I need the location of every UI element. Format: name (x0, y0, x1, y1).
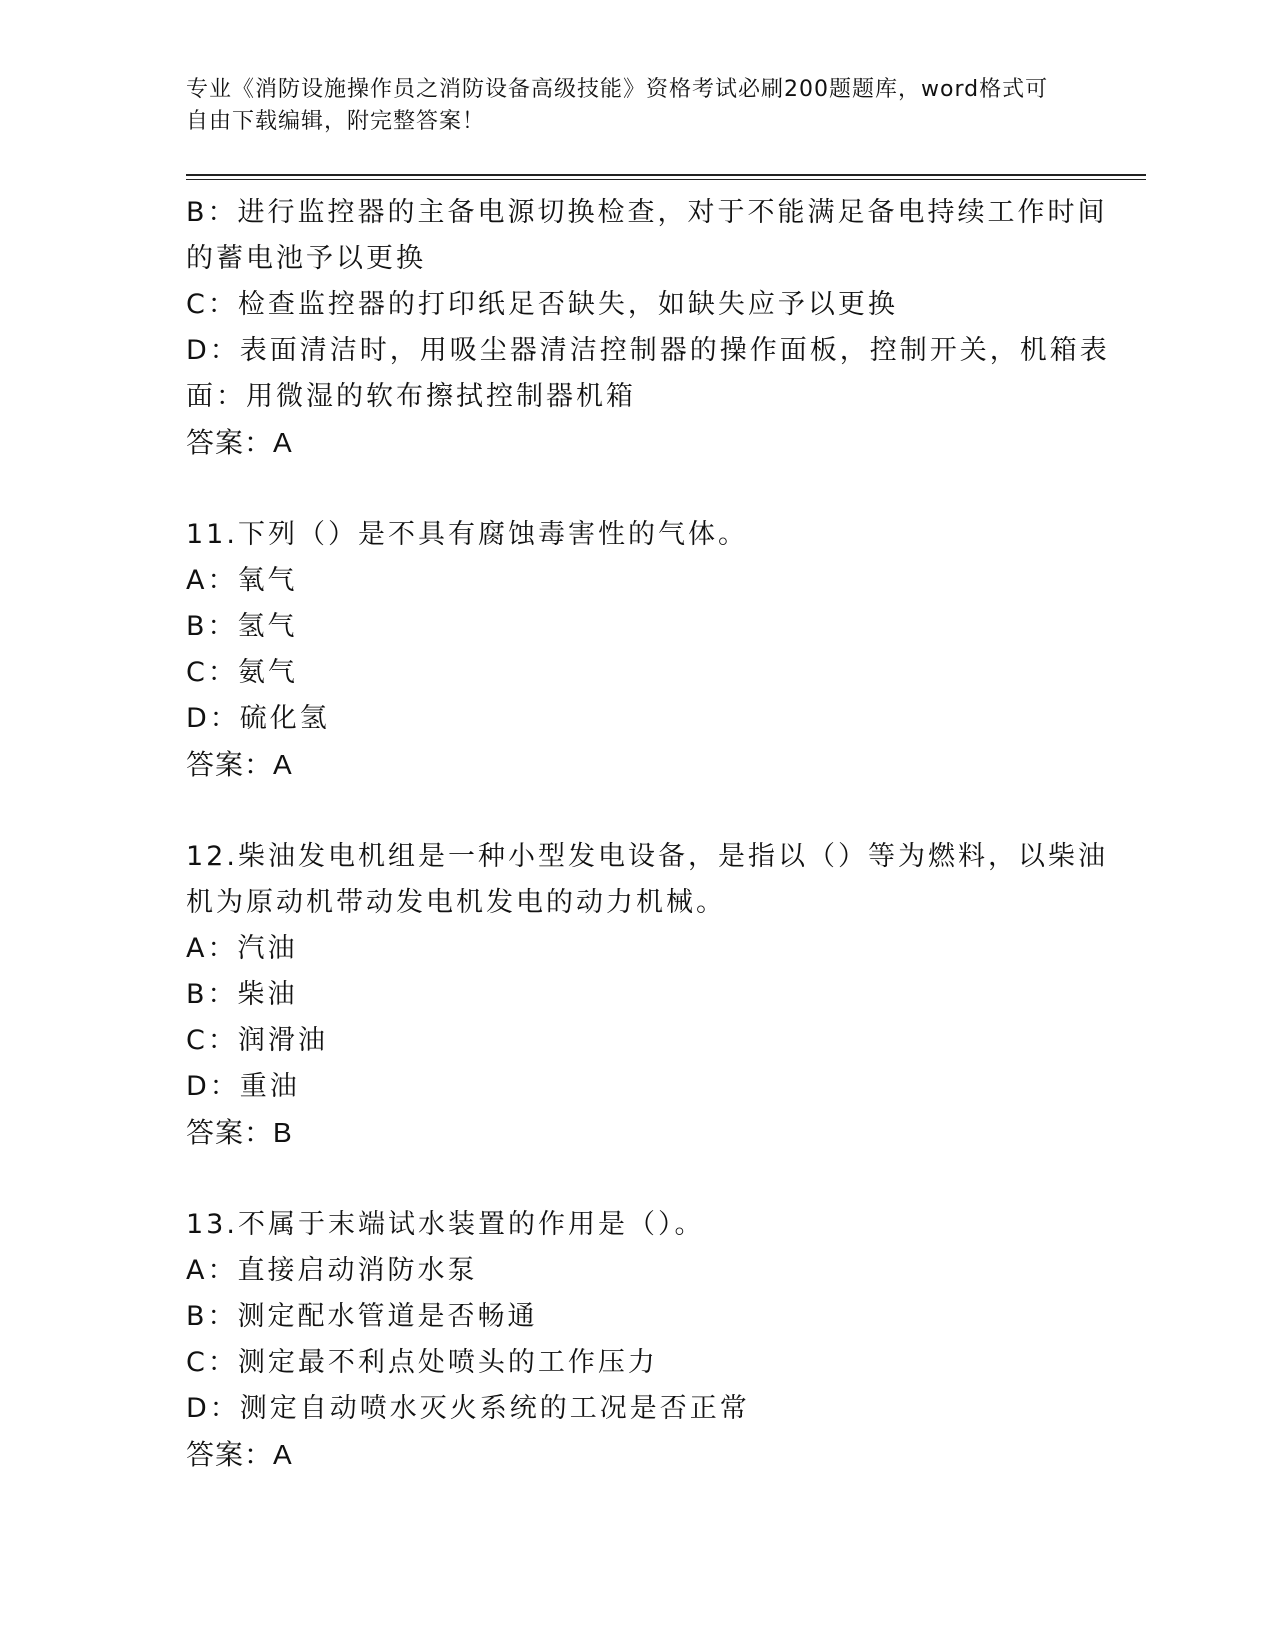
answer-q10: 答案：A (186, 427, 293, 458)
question-12-stem-line-1: 12.柴油发电机组是一种小型发电设备，是指以（）等为燃料，以柴油 (186, 841, 1108, 872)
question-11-option-a: A：氧气 (186, 565, 298, 596)
question-13-stem: 13.不属于末端试水装置的作用是（）。 (186, 1209, 705, 1240)
option-c: C：检查监控器的打印纸足否缺失，如缺失应予以更换 (186, 289, 898, 320)
spacer (186, 788, 1076, 834)
question-12-option-a: A：汽油 (186, 933, 298, 964)
option-b-line-1: B：进行监控器的主备电源切换检查，对于不能满足备电持续工作时间 (186, 197, 1108, 228)
question-13-option-d: D：测定自动喷水灭火系统的工况是否正常 (186, 1393, 750, 1424)
option-d-line-2: 面：用微湿的软布擦拭控制器机箱 (186, 381, 636, 412)
document-header: 专业《消防设施操作员之消防设备高级技能》资格考试必刷200题题库，word格式可自由下载编辑，附完整答案！ (186, 77, 1049, 134)
question-12-stem-line-2: 机为原动机带动发电机发电的动力机械。 (186, 887, 726, 918)
question-11-stem: 11.下列（）是不具有腐蚀毒害性的气体。 (186, 519, 748, 550)
question-11-option-c: C：氨气 (186, 657, 298, 688)
answer-q11: 答案：A (186, 749, 293, 780)
answer-q12: 答案：B (186, 1117, 293, 1148)
question-13-option-b: B：测定配水管道是否畅通 (186, 1301, 538, 1332)
question-12-option-b: B：柴油 (186, 979, 298, 1010)
question-12-option-d: D：重油 (186, 1071, 300, 1102)
option-b-line-2: 的蓄电池予以更换 (186, 243, 426, 274)
question-13-option-c: C：测定最不利点处喷头的工作压力 (186, 1347, 658, 1378)
spacer (186, 466, 1076, 512)
header-divider (186, 174, 1146, 180)
question-11-option-b: B：氢气 (186, 611, 298, 642)
question-11-option-d: D：硫化氢 (186, 703, 330, 734)
spacer (186, 1156, 1076, 1202)
question-12-option-c: C：润滑油 (186, 1025, 328, 1056)
question-13-option-a: A：直接启动消防水泵 (186, 1255, 478, 1286)
answer-q13: 答案：A (186, 1439, 293, 1470)
option-d-line-1: D：表面清洁时，用吸尘器清洁控制器的操作面板，控制开关，机箱表 (186, 335, 1110, 366)
question-content (186, 190, 1110, 1478)
